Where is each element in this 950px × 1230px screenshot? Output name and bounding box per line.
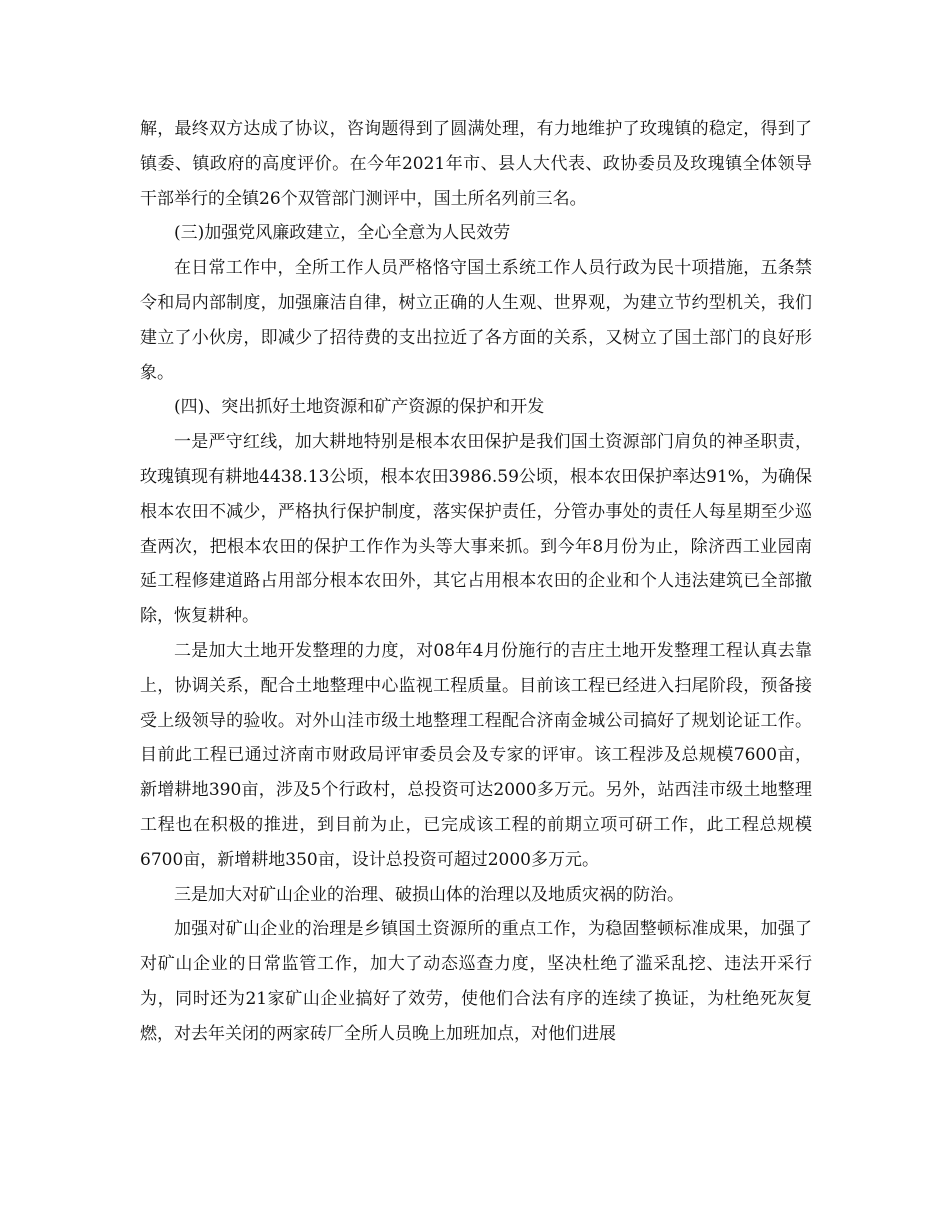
paragraph-6: 加强对矿山企业的治理是乡镇国土资源所的重点工作，为稳固整顿标准成果，加强了对矿山企业的日常监管工作，加大了动态巡查力度，坚决杜绝了滥采乱挖、违法开采行为，同时还为21家矿山企业搞好了效劳，使他们合法有序的连续了换证，为杜绝死灰复燃，对去年关闭的两家砖厂全所人员晚上加班加点，对他们进展 [140,919,812,1044]
paragraph-3: 一是严守红线，加大耕地特别是根本农田保护是我们国土资源部门肩负的神圣职责，玫瑰镇现有耕地4438.13公顷，根本农田3986.59公顷，根本农田保护率达91%，为确保根本农田不减少，严格执行保护制度，落实保护责任，分管办事处的责任人每星期至少巡查两次，把根本农田的保护工作作为头等大事来抓。到今年8月份为止，除济西工业园南延工程修建道路占用部分根本农田外，其它占用根本农田的企业和个人违法建筑已全部撤除，恢复耕种。 [140,432,812,627]
paragraph-5: 三是加大对矿山企业的治理、破损山体的治理以及地质灾祸的防治。 [174,884,684,905]
section-heading-3: (三)加强党风廉政建立，全心全意为人民效劳 [174,223,511,244]
paragraph-4: 二是加大土地开发整理的力度，对08年4月份施行的吉庄土地开发整理工程认真去靠上，协调关系，配合土地整理中心监视工程质量。目前该工程已经进入扫尾阶段，预备接受上级领导的验收。对外山洼市级土地整理工程配合济南金城公司搞好了规划论证工作。目前此工程已通过济南市财政局评审委员会及专家的评审。该工程涉及总规模7600亩，新增耕地390亩，涉及5个行政村，总投资可达2000多万元。另外，站西洼市级土地整理工程也在积极的推进，到目前为止，已完成该工程的前期立项可研工作，此工程总规模6700亩，新增耕地350亩，设计总投资可超过2000多万元。 [140,640,812,870]
section-heading-4: (四)、突出抓好土地资源和矿产资源的保护和开发 [174,397,545,418]
paragraph-2: 在日常工作中，全所工作人员严格恪守国土系统工作人员行政为民十项措施，五条禁令和局内部制度，加强廉洁自律，树立正确的人生观、世界观，为建立节约型机关，我们建立了小伙房，即减少了招待费的支出拉近了各方面的关系，又树立了国土部门的良好形象。 [140,258,812,383]
paragraph-1: 解，最终双方达成了协议，咨询题得到了圆满处理，有力地维护了玫瑰镇的稳定，得到了镇委、镇政府的高度评价。在今年2021年市、县人大代表、政协委员及玫瑰镇全体领导干部举行的全镇26个双管部门测评中，国土所名列前三名。 [140,119,812,209]
document-body [140,112,812,1052]
